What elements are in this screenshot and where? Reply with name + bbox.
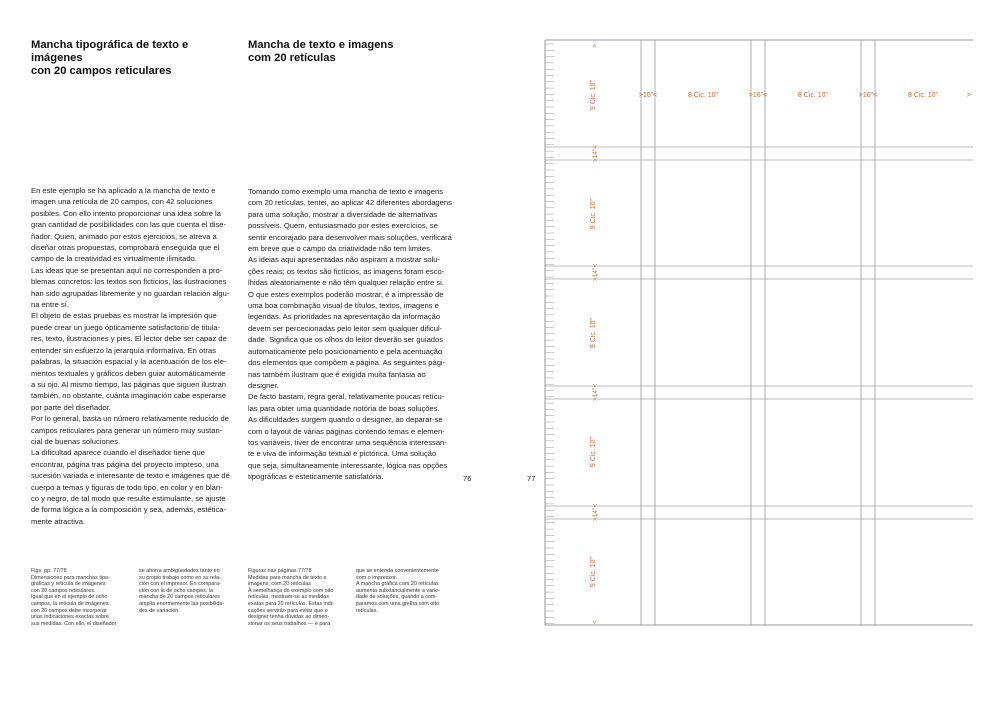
column-gutter-label: >16"< — [748, 92, 768, 99]
body-line: devem ser percecionadas pelo leitor sem qualquer dificul- — [248, 323, 443, 333]
caption-portuguese-1 — [248, 568, 343, 627]
caption-spanish-2 — [139, 568, 234, 614]
body-line: sentir encorajado para desenvolver mais soluções, verificará — [248, 232, 452, 242]
caption-line: sionar os seus trabalhos — e para — [248, 620, 331, 627]
body-line: Las ideas que se presentan aquí no corresponden a pro- — [31, 265, 223, 275]
caption-line: À semelhança do exemplo com oito — [248, 587, 334, 594]
body-line: campos reticulares para generar un número muy sustan- — [31, 425, 223, 435]
body-text-spanish — [31, 185, 236, 527]
row-gutter-label: >14"< — [592, 383, 599, 402]
body-line: uma boa combinação visual de títulos, textos, imagens e — [248, 301, 439, 311]
row-height-label: 9 Cic. 10" — [590, 436, 597, 468]
body-line: han sido agrupadas libremente y no guardan relación algu- — [31, 288, 230, 298]
grid-diagram — [500, 0, 1000, 712]
caption-line: cações servirão para evitar que o — [248, 607, 328, 614]
body-line: automaticamente pelo posicionamento e pela acentuação — [248, 346, 443, 356]
column-width-label: 8 Cic. 10" — [907, 92, 939, 99]
body-line: de forma lógica a la composición y sea, además, estética- — [31, 505, 227, 515]
body-line: designer. — [248, 380, 279, 390]
body-line: com o layout de várias páginas contendo temas e elemen- — [248, 426, 445, 436]
caption-line: Dimensiones para manchas tipo- — [31, 574, 110, 581]
body-line: El objeto de estas pruebas es mostrar la impresión que — [31, 311, 217, 321]
body-line: As dificuldades surgem quando o designer, ao deparar-se — [248, 415, 443, 425]
body-line: legendas. As prioridades na apresentação da informação — [248, 312, 441, 322]
body-line: La dificultad aparece cuando el diseñador tiene que — [31, 448, 205, 458]
caption-line: dade de soluções, quando a com- — [356, 594, 438, 601]
body-line: te e viva de informação textual e pictórica. Uma solução — [248, 449, 437, 459]
title-portuguese-line-1: Mancha de texto e imagens — [248, 39, 394, 51]
body-line: sucesión variada e interesante de texto e imágenes que dé — [31, 471, 230, 481]
body-line: res, texto, ilustraciones y pies. El lector debe ser capaz de — [31, 334, 227, 344]
caption-line: Figs. pp. 77/78 — [31, 568, 67, 574]
caption-line: gráficas y retícula de imágenes — [31, 581, 106, 588]
column-gutter-label: >16"< — [638, 92, 658, 99]
body-text-portuguese — [248, 186, 453, 483]
page-number-right: 77 — [527, 474, 536, 483]
caption-line: que se entenda convenientemente — [356, 568, 439, 574]
caption-line: Medidas para mancha de texto e — [248, 574, 327, 581]
caption-line: ción con el impresor. En compara- — [139, 581, 221, 588]
row-height-label: 9 Cic. 10" — [590, 556, 597, 588]
body-line: campo de la creatividad es virtualmente ilimitado. — [31, 254, 197, 264]
caption-line: Igual que en el ejemplo de ocho — [31, 594, 108, 601]
column-width-label: 8 Cic. 10" — [797, 92, 829, 99]
body-line: mentos textuales y gráficos deben guiar automáticamente — [31, 368, 226, 378]
column-gutter-label: >16"< — [858, 92, 878, 99]
body-line: dos elementos que compõem a página. As seguintes pági- — [248, 358, 446, 368]
caption-line: retículas, mostram-se as medidas — [248, 594, 329, 601]
right-page — [500, 0, 1000, 712]
caption-line: con 20 campos reticulares. — [31, 587, 96, 594]
body-line: que seja, simultaneamente interessante, lógica nas opções — [248, 460, 448, 470]
body-line: a su ojo. Al mismo tiempo, las páginas que siguen ilustran — [31, 379, 227, 389]
body-line: blemas concretos: los textos son ficticios, las ilustraciones — [31, 277, 227, 287]
body-line: entender sin esfuerzo la jerarquía informativa. En otras — [31, 345, 216, 355]
caption-line: Figuras nas páginas 77/78 — [248, 568, 312, 574]
scale-arrow-bottom: < — [592, 619, 599, 625]
title-portuguese-line-2: com 20 retículas — [248, 52, 336, 64]
caption-line: des de variación. — [139, 607, 180, 614]
body-line: por parte del diseñador. — [31, 402, 111, 412]
body-line: com 20 retículas, tentei, ao aplicar 42 diferentes abordagens — [248, 198, 452, 208]
scale-arrow-right: > — [966, 92, 972, 99]
caption-line: aumenta substancialmente a varie- — [356, 587, 440, 594]
row-height-label: 9 Cic. 10" — [590, 79, 597, 111]
body-line: ções reais; os textos são fictícios, as imagens foram esco- — [248, 266, 445, 276]
caption-line: exatas para 20 retículas. Estas indi- — [248, 600, 334, 607]
page-number-left: 76 — [463, 474, 472, 483]
body-line: las para obter uma quantidade notória de boas soluções. — [248, 403, 440, 413]
caption-line: mancha de 20 campos reticulares — [139, 594, 220, 601]
caption-line: amplía enormemente las posibilida- — [139, 600, 225, 607]
body-line: mente atractiva. — [31, 516, 86, 526]
body-line: Por lo general, basta un número relativamente reducido de — [31, 414, 229, 424]
caption-line: retículas. — [356, 607, 378, 614]
body-line: lhidas aleatoriamente e não têm qualquer relação entre si. — [248, 278, 444, 288]
body-line: nas também ilustram que é exigida muita fantasia ao — [248, 369, 426, 379]
caption-line: con 20 campos debe incorporar — [31, 607, 107, 614]
row-height-label: 9 Cic. 10" — [590, 317, 597, 349]
row-height-label: 9 Cic. 10" — [590, 198, 597, 230]
body-line: también, no obstante, cuánta imaginación cabe esperarse — [31, 391, 227, 401]
body-line: imagen una retícula de 20 campos, con 42 soluciones — [31, 197, 213, 207]
body-line: na entre sí. — [31, 300, 69, 310]
body-line: puede crear un juego ópticamente satisfactorio de titula- — [31, 322, 221, 332]
body-line: tos variáveis, tiver de encontrar uma sequência interessan- — [248, 437, 447, 447]
body-line: possíveis. Quem, entusiasmado por estes exercícios, se — [248, 221, 438, 231]
scale-arrow-top: > — [592, 43, 599, 49]
body-line: co y negro, de tal modo que resulte estimulante, se ajuste — [31, 493, 226, 503]
body-line: En este ejemplo se ha aplicado a la mancha de texto e — [31, 186, 216, 195]
title-spanish-line-1: Mancha tipográfica de texto e imágenes — [31, 39, 189, 64]
body-line: em breve que o campo da criatividade não tem limites. — [248, 244, 433, 254]
caption-portuguese-2 — [356, 568, 451, 614]
caption-line: designer tenha dúvidas ao dimen- — [248, 614, 330, 621]
column-width-label: 8 Cic. 10" — [687, 92, 719, 99]
body-line: dade. Significa que os olhos do leitor deverão ser guiados — [248, 335, 444, 345]
title-portuguese — [248, 39, 458, 65]
caption-line: A mancha gráfica com 20 retículas — [356, 581, 439, 588]
body-line: tipográficas e esteticamente satisfatória. — [248, 472, 384, 482]
caption-line: imagens, com 20 retículas — [248, 581, 311, 588]
caption-line: ción con la de ocho campos, la — [139, 587, 214, 594]
caption-line: unas indicaciones exactas sobre — [31, 614, 109, 621]
caption-line: com o impressor. — [356, 574, 398, 581]
caption-line: su propio trabajo como en su rela- — [139, 574, 221, 581]
body-line: posibles. Con ello intento proporcionar una idea sobre la — [31, 208, 221, 218]
caption-line: campos, la retícula de imágenes — [31, 600, 109, 607]
row-gutter-label: >14"< — [592, 503, 599, 522]
body-line: palabras, la situación espacial y la acentuación de los ele- — [31, 357, 227, 367]
caption-line: se ahorra ambigüedades tanto en — [139, 568, 220, 574]
body-line: As ideias aqui apresentadas não aspiram a mostrar solu- — [248, 255, 441, 265]
caption-line: sus medidas. Con ello, el diseñador — [31, 620, 117, 627]
row-gutter-label: >14"< — [592, 144, 599, 163]
body-line: Tomando como exemplo uma mancha de texto e imagens — [248, 187, 444, 196]
body-line: De facto bastam, regra geral, relativamente poucas retícu- — [248, 392, 445, 402]
title-spanish-line-2: con 20 campos reticulares — [31, 65, 172, 77]
body-line: O que estes exemplos poderão mostrar, é a impressão de — [248, 289, 444, 299]
row-gutter-label: >14"< — [592, 263, 599, 282]
body-line: gran cantidad de posibilidades con las que cuenta el dise- — [31, 220, 227, 230]
caption-spanish-1 — [31, 568, 126, 627]
body-line: cial de buenas soluciones. — [31, 436, 121, 446]
body-line: ñador. Quien, animado por estos ejercicios, se atreva a — [31, 231, 217, 241]
body-line: diseñar otras propuestas, comprobará enseguida que el — [31, 243, 220, 253]
body-line: cuerpo a temas y figuras de todo tipo, en color y en blan- — [31, 482, 223, 492]
body-line: encontrar, página tras página del proyecto impreso, una — [31, 459, 219, 469]
caption-line: paramos com uma grelha com oito — [356, 600, 439, 607]
body-line: para uma solução, mostrar a diversidade de alternativas — [248, 209, 438, 219]
title-spanish — [31, 39, 241, 78]
